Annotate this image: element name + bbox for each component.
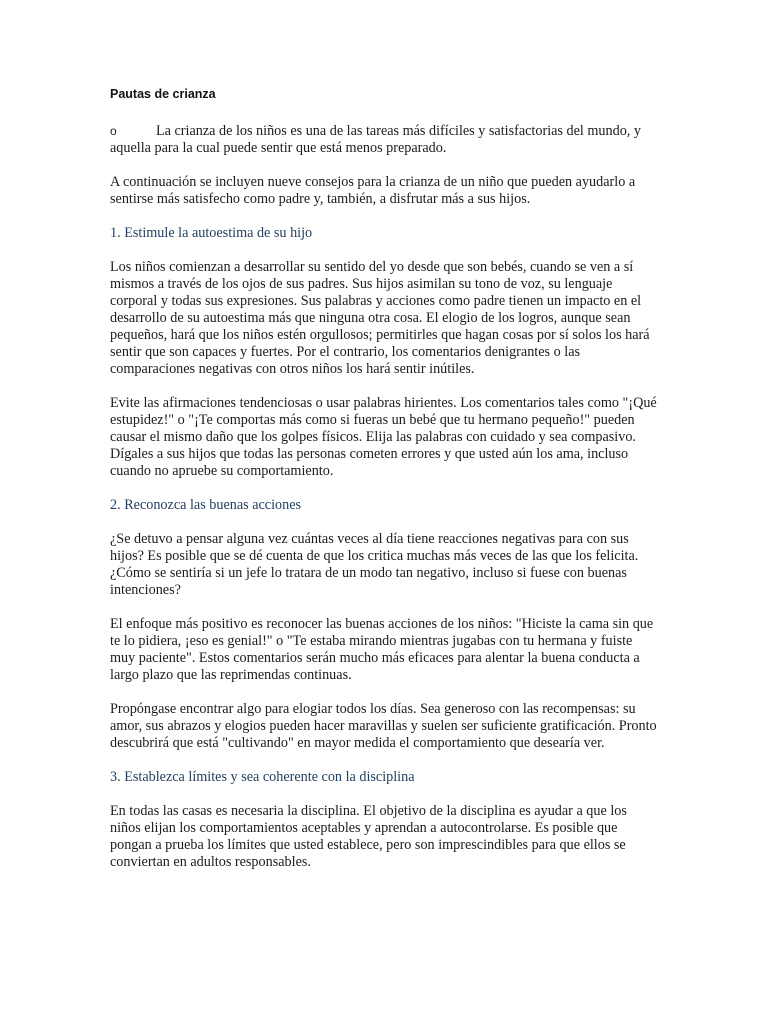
section-2-paragraph-1: ¿Se detuvo a pensar alguna vez cuántas veces al día tiene reacciones negativas para con sus hijos? Es posible que se dé cuenta de que los critica muchas más veces de las que los felicita. ¿Cómo se sentiría si un jefe lo tratara de un modo tan negativo, incluso si fuese con buenas intenciones? [110, 531, 639, 598]
section-1-paragraph-1: Los niños comienzan a desarrollar su sentido del yo desde que son bebés, cuando se ven a sí mismos a través de los ojos de sus padres. Sus hijos asimilan su tono de voz, su lenguaje corporal y todas sus expresiones. Sus palabras y acciones como padre tienen un impacto en el desarrollo de su autoestima más que ninguna otra cosa. El elogio de los logros, aunque sean pequeños, hará que los niños estén orgullosos; permitirles que hagan cosas por sí solos los hará sentir que son capaces y fuertes. Por el contrario, los comentarios denigrantes o las comparaciones negativas con otros niños los hará sentir inútiles. [110, 259, 650, 377]
section-3-paragraph-1: En todas las casas es necesaria la disciplina. El objetivo de la disciplina es ayudar a que los niños elijan los comportamientos aceptables y aprendan a autocontrolarse. Es posible que pongan a prueba los límites que usted establece, pero son imprescindibles para que ellos se conviertan en adultos responsables. [110, 803, 627, 870]
intro-paragraph: A continuación se incluyen nueve consejos para la crianza de un niño que pueden ayudarlo a sentirse más satisfecho como padre y, también, a disfrutar más a sus hijos. [110, 174, 636, 207]
section-2-paragraph-3: Propóngase encontrar algo para elogiar todos los días. Sea generoso con las recompensas: su amor, sus abrazos y elogios pueden hacer maravillas y suelen ser suficiente gratificación. Pronto descubrirá que está "cultivando" en mayor medida el comportamiento que desearía ver. [110, 701, 657, 751]
document-title: Pautas de crianza [110, 87, 216, 101]
document-page [110, 86, 660, 871]
section-1-paragraph-2: Evite las afirmaciones tendenciosas o usar palabras hirientes. Los comentarios tales como "¡Qué estupidez!" o "¡Te comportas más como si fueras un bebé que tu hermano pequeño!" pueden causar el mismo daño que los golpes físicos. Elija las palabras con cuidado y sea compasivo. Dígales a sus hijos que todas las personas cometen errores y que usted aún los ama, incluso cuando no apruebe su comportamiento. [110, 395, 657, 479]
bullet-marker: o [110, 124, 117, 138]
section-heading-2: 2. Reconozca las buenas acciones [110, 497, 302, 513]
intro-bullet-item [110, 123, 660, 157]
intro-bullet-text: La crianza de los niños es una de las tareas más difíciles y satisfactorias del mundo, y aquella para la cual puede sentir que está menos preparado. [110, 123, 641, 156]
section-heading-1: 1. Estimule la autoestima de su hijo [110, 225, 313, 241]
section-2-paragraph-2: El enfoque más positivo es reconocer las buenas acciones de los niños: "Hiciste la cama sin que te lo pidiera, ¡eso es genial!" o "Te estaba mirando mientras jugabas con tu hermana y fuiste muy paciente". Estos comentarios serán mucho más eficaces para alentar la buena conducta a largo plazo que las reprimendas continuas. [110, 616, 654, 683]
section-heading-3: 3. Establezca límites y sea coherente con la disciplina [110, 769, 415, 785]
